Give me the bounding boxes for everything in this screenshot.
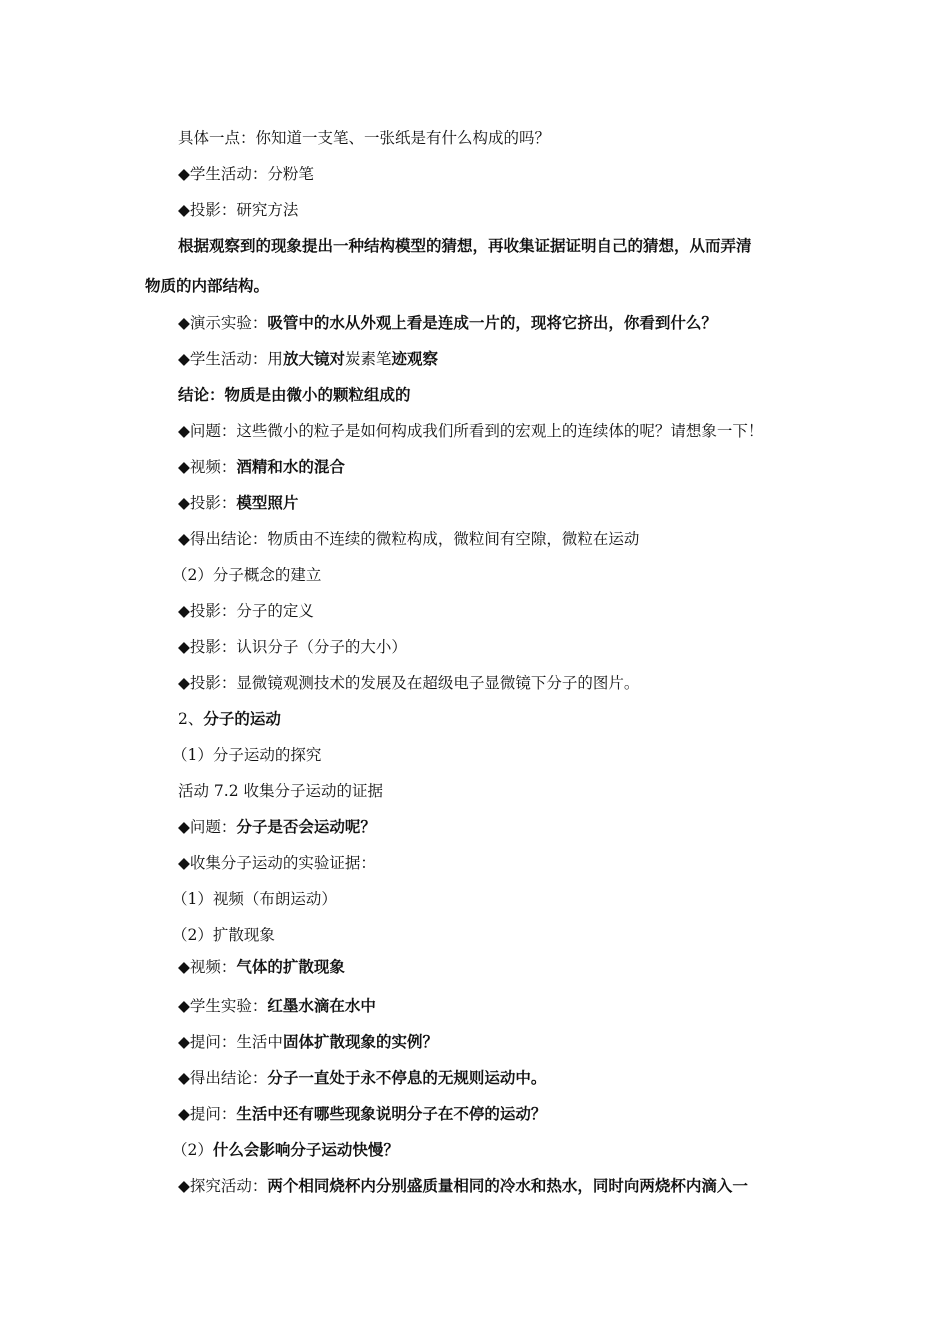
text-line: （1）视频（布朗运动） <box>172 890 337 908</box>
text-line: ◆提问：生活中还有哪些现象说明分子在不停的运动？ <box>178 1105 547 1123</box>
text-line: ◆得出结论：分子一直处于永不停息的无规则运动中。 <box>178 1069 547 1087</box>
text-line: ◆视频：酒精和水的混合 <box>178 458 345 476</box>
text-line: ◆投影：研究方法 <box>178 201 299 219</box>
text-line: ◆提问：生活中固体扩散现象的实例？ <box>178 1033 438 1051</box>
text-line: ◆问题：这些微小的粒子是如何构成我们所看到的宏观上的连续体的呢？请想象一下！ <box>178 422 764 440</box>
text-line: 结论：物质是由微小的颗粒组成的 <box>178 386 411 404</box>
bold-paragraph-line: 物质的内部结构。 <box>145 277 270 295</box>
text-line: ◆投影：显微镜观测技术的发展及在超级电子显微镜下分子的图片。 <box>178 674 640 692</box>
text-line: 活动 7.2 收集分子运动的证据 <box>178 782 384 800</box>
text-line: （2）扩散现象 <box>172 926 275 944</box>
text-line: ◆投影：模型照片 <box>178 494 299 512</box>
text-line: ◆探究活动：两个相同烧杯内分别盛质量相同的冷水和热水，同时向两烧杯内滴入一 <box>178 1177 748 1195</box>
bold-paragraph-line: 根据观察到的现象提出一种结构模型的猜想，再收集证据证明自己的猜想，从而弄清 <box>178 237 752 255</box>
section-heading: 2、分子的运动 <box>178 710 281 728</box>
text-line: ◆投影：分子的定义 <box>178 602 314 620</box>
text-line: （2）分子概念的建立 <box>172 566 322 584</box>
text-line: ◆演示实验：吸管中的水从外观上看是连成一片的，现将它挤出，你看到什么？ <box>178 314 717 332</box>
text-line: ◆得出结论：物质由不连续的微粒构成，微粒间有空隙，微粒在运动 <box>178 530 640 548</box>
text-line: ◆学生活动：用放大镜对炭素笔迹观察 <box>178 350 438 368</box>
text-line: ◆投影：认识分子（分子的大小） <box>178 638 407 656</box>
text-line: ◆视频：气体的扩散现象 <box>178 958 345 976</box>
text-line: ◆学生实验：红墨水滴在水中 <box>178 997 376 1015</box>
text-line: ◆问题：分子是否会运动呢？ <box>178 818 376 836</box>
text-line: （1）分子运动的探究 <box>172 746 322 764</box>
text-line: 具体一点：你知道一支笔、一张纸是有什么构成的吗？ <box>178 129 551 147</box>
text-line: ◆学生活动：分粉笔 <box>178 165 314 183</box>
text-line: （2）什么会影响分子运动快慢？ <box>172 1141 399 1159</box>
text-line: ◆收集分子运动的实验证据： <box>178 854 376 872</box>
